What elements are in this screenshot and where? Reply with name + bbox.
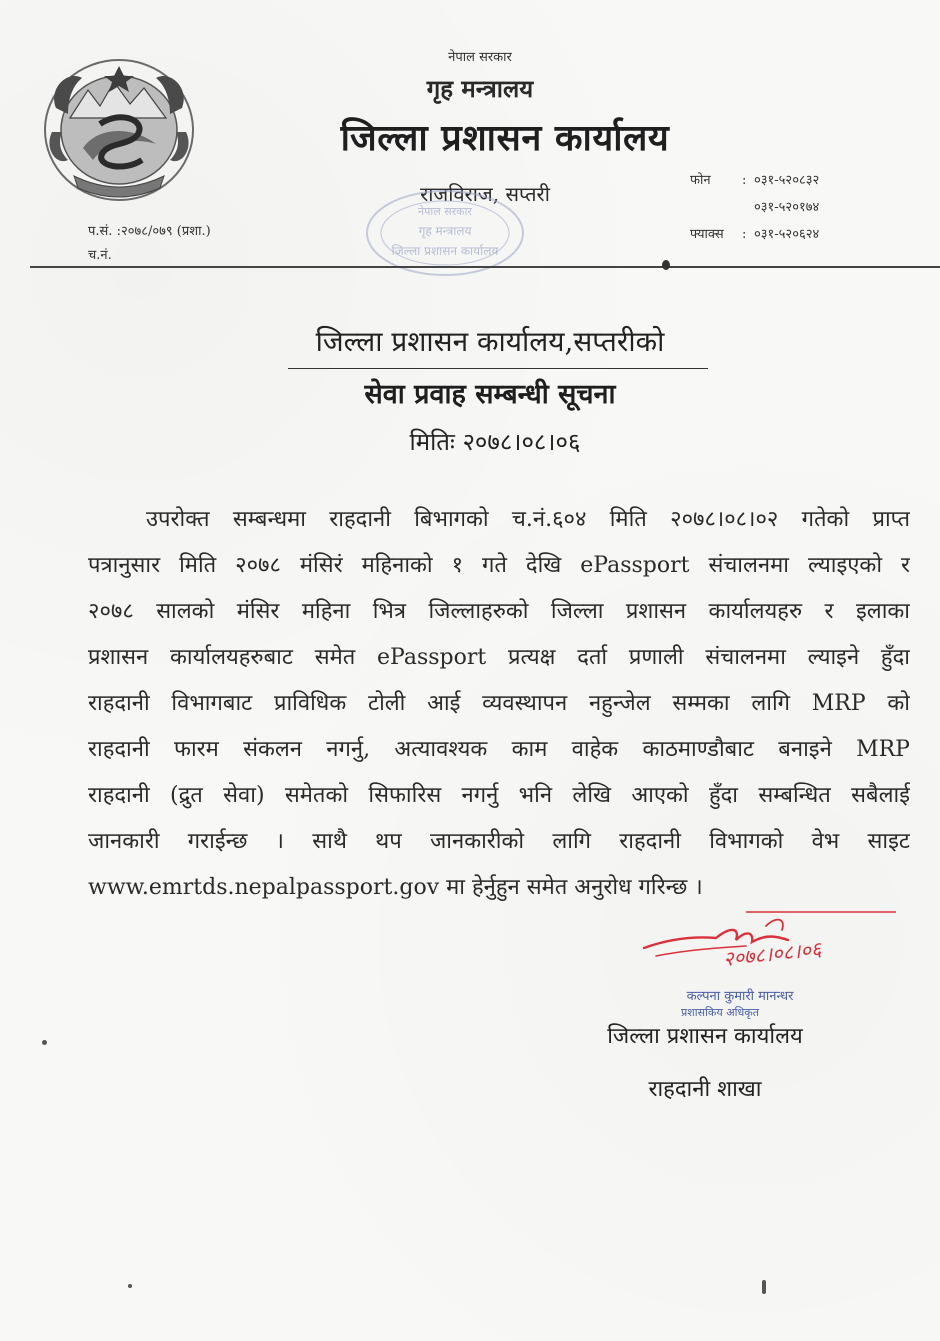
contact-label: फ्याक्स — [690, 227, 724, 242]
contact-label: फोन — [690, 173, 711, 188]
reference-block — [88, 220, 211, 268]
ministry-name: गृह मन्त्रालय — [426, 74, 534, 103]
stamp-line-1: नेपाल सरकार — [418, 205, 472, 218]
contact-block — [690, 167, 890, 248]
office-location: राजविराज, सप्तरी — [420, 182, 550, 206]
stamp-line-2: गृह मन्त्रालय — [418, 224, 472, 238]
body-line: राहदानी विभागबाट प्राविधिक टोली आई व्यवस्थापन नहुन्जेल सम्मका लागि MRP को — [88, 691, 910, 716]
notice-date: मितिः २०७८।०८।०६ — [409, 428, 581, 456]
body-line: २०७८ सालको मंसिर महिना भित्र जिल्लाहरुको जिल्ला प्रशासन कार्यालयहरु र इलाका — [88, 599, 910, 624]
notice-subtitle: सेवा प्रवाह सम्बन्धी सूचना — [364, 379, 616, 410]
signing-office: जिल्ला प्रशासन कार्यालय — [607, 1024, 803, 1049]
signing-branch: राहदानी शाखा — [648, 1077, 762, 1102]
government-name: नेपाल सरकार — [448, 50, 512, 65]
body-line-last: www.emrtds.nepalpassport.gov मा हेर्नुहुन समेत अनुरोध गरिन्छ । — [88, 875, 703, 900]
handwritten-date: २०७८।०८।०६ — [722, 936, 823, 971]
reference-number: प.सं. :२०७८/०७९ (प्रशा.) — [88, 224, 211, 239]
body-line: जानकारी गराईन्छ । साथै थप जानकारीको लागि राहदानी विभागको वेभ साइट — [88, 829, 910, 854]
contact-row-fax — [690, 221, 890, 248]
contact-separator — [742, 194, 754, 221]
contact-value: ०३१-५२०६२४ — [754, 227, 820, 242]
header-divider — [30, 266, 940, 268]
contact-row-phone — [690, 167, 890, 194]
contact-separator: : — [742, 173, 747, 188]
body-line: पत्रानुसार मिति २०७८ मंसिरं महिनाको १ गते देखि ePassport संचालनमा ल्याइएको र — [88, 553, 910, 578]
contact-value: ०३१-५२०१७४ — [754, 200, 820, 215]
scan-speck — [128, 1284, 132, 1288]
notice-body — [88, 497, 910, 911]
contact-value: ०३१-५२०८३२ — [754, 173, 820, 188]
body-line: प्रशासन कार्यालयहरुबाट समेत ePassport प्रत्यक्ष दर्ता प्रणाली संचालनमा ल्याइने हुँदा — [88, 645, 910, 670]
contact-row-phone-2 — [690, 194, 890, 221]
signatory-designation: प्रशासकिय अधिकृत — [681, 1006, 759, 1019]
contact-separator: : — [742, 227, 747, 242]
scan-speck — [42, 1040, 47, 1045]
handwritten-signature-icon — [636, 910, 906, 980]
ink-dot — [662, 260, 670, 270]
body-line: उपरोक्त सम्बन्धमा राहदानी बिभागको च.नं.६०४ मिति २०७८।०८।०२ गतेको प्राप्त — [146, 507, 910, 532]
dispatch-number: च.नं. — [88, 248, 112, 263]
body-line: राहदानी फारम संकलन नगर्नु, अत्यावश्यक काम वाहेक काठमाण्डौबाट बनाइने MRP — [88, 737, 910, 762]
scan-speck — [762, 1280, 766, 1294]
title-underline — [288, 368, 708, 369]
signatory-name: कल्पना कुमारी मानन्धर — [686, 989, 794, 1004]
office-name: जिल्ला प्रशासन कार्यालय — [340, 117, 670, 159]
nepal-government-emblem-icon — [38, 48, 200, 208]
contact-label — [690, 194, 742, 221]
stamp-line-3: जिल्ला प्रशासन कार्यालय — [391, 244, 499, 258]
body-line: राहदानी (द्रुत सेवा) समेतको सिफारिस नगर्नु भनि लेखि आएको हुँदा सम्बन्धित सबैलाई — [88, 783, 910, 808]
notice-title: जिल्ला प्रशासन कार्यालय,सप्तरीको — [315, 325, 665, 358]
